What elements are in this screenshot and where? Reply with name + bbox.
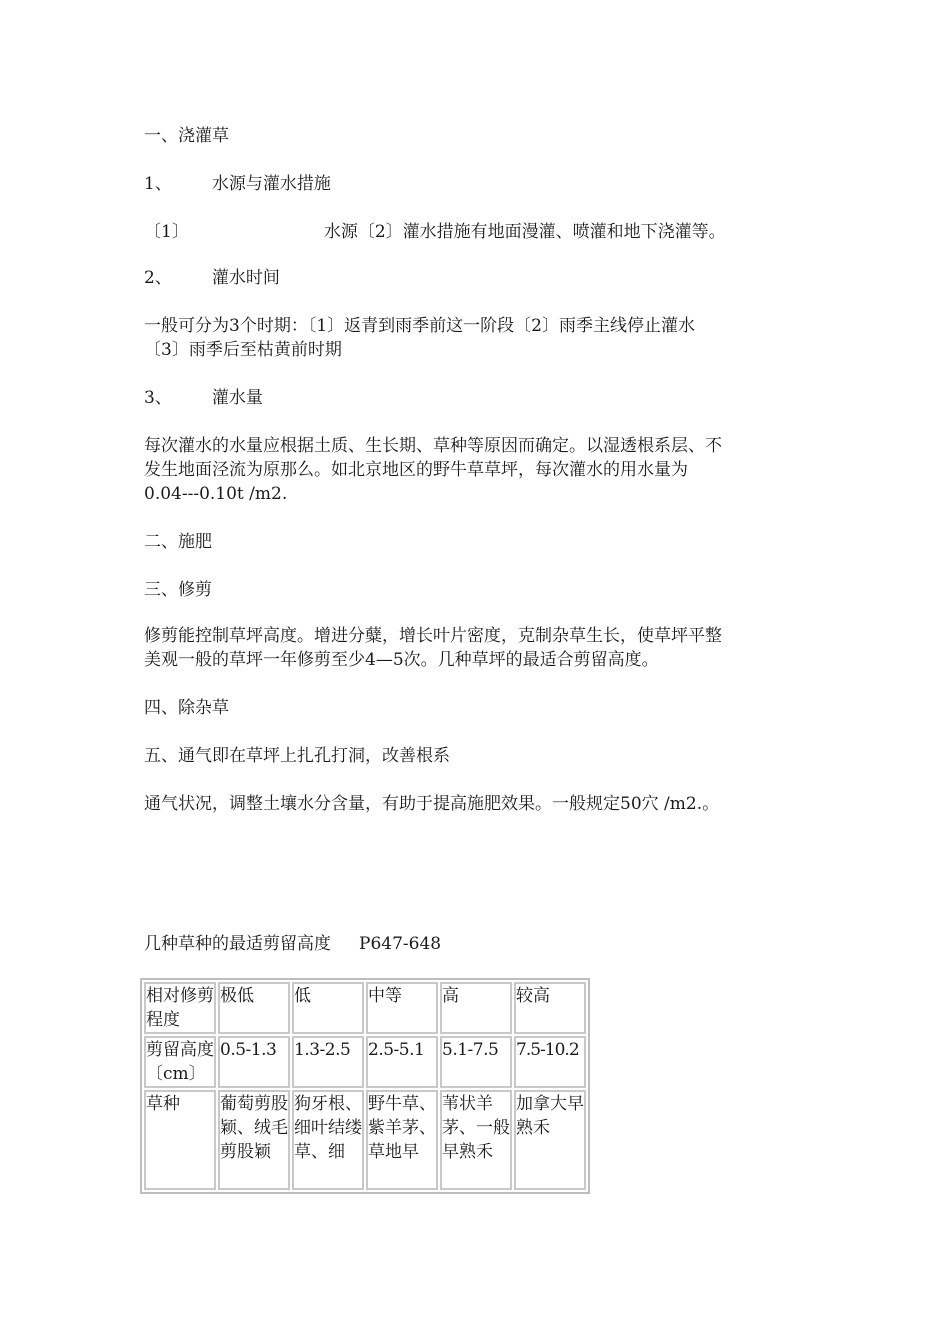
section-1-2-line-2: 〔3〕雨季后至枯黄前时期 xyxy=(144,340,342,360)
table-caption-reference: P647-648 xyxy=(359,934,442,954)
table-cell: 中等 xyxy=(366,982,438,1034)
section-1-1-text xyxy=(144,220,726,244)
section-3-title: 三、修剪 xyxy=(144,580,212,600)
table-cell: 相对修剪程度 xyxy=(144,982,216,1034)
section-5-text: 通气状况，调整土壤水分含量，有助于提高施肥效果。一般规定50穴 /m2.。 xyxy=(144,794,720,814)
section-1-3-paragraph xyxy=(144,434,804,506)
section-3-line-2: 美观一般的草坪一年修剪至少4—5次。几种草坪的最适合剪留高度。 xyxy=(144,650,659,670)
table-cell: 狗牙根、细叶结缕草、细 xyxy=(292,1090,364,1190)
table-cell: 5.1-7.5 xyxy=(440,1036,512,1088)
section-4-title: 四、除杂草 xyxy=(144,698,229,718)
section-1-2-number: 2、 xyxy=(144,268,172,288)
table-cell: 野牛草、紫羊茅、草地早 xyxy=(366,1090,438,1190)
table-cell: 0.5-1.3 xyxy=(218,1036,290,1088)
section-1-title: 一、浇灌草 xyxy=(144,126,229,146)
table-cell: 草种 xyxy=(144,1090,216,1190)
section-1-3-line-1: 每次灌水的水量应根据土质、生长期、草种等原因而确定。以湿透根系层、不 xyxy=(144,436,722,456)
table-row xyxy=(144,982,586,1034)
table-caption xyxy=(144,932,441,956)
section-5-title: 五、通气即在草坪上扎孔打洞，改善根系 xyxy=(144,746,450,766)
section-1-2-title: 灌水时间 xyxy=(211,268,280,288)
section-1-2-heading xyxy=(144,266,280,290)
section-1-3-number: 3、 xyxy=(144,388,172,408)
section-1-1-number: 1、 xyxy=(144,174,172,194)
section-1-3-line-3: 0.04---0.10t /m2. xyxy=(144,484,288,504)
table-cell: 7.5-10.2 xyxy=(514,1036,586,1088)
table-cell: 极低 xyxy=(218,982,290,1034)
section-1-1-heading xyxy=(144,172,331,196)
table-row xyxy=(144,1090,586,1190)
section-1-3-heading xyxy=(144,386,263,410)
section-1-2-line-1: 一般可分为3个时期：〔1〕返青到雨季前这一阶段〔2〕雨季主线停止灌水 xyxy=(144,316,695,336)
mowing-height-table xyxy=(140,978,590,1194)
section-1-1-item-2: 水源〔2〕灌水措施有地面漫灌、喷灌和地下浇灌等。 xyxy=(323,222,726,242)
section-1-1-item-1: 〔1〕 xyxy=(144,222,189,242)
table-cell: 加拿大早熟禾 xyxy=(514,1090,586,1190)
section-1-2-paragraph xyxy=(144,314,804,362)
table-cell: 1.3-2.5 xyxy=(292,1036,364,1088)
table-cell: 高 xyxy=(440,982,512,1034)
table-cell: 苇状羊茅、一般早熟禾 xyxy=(440,1090,512,1190)
table-cell: 剪留高度〔cm〕 xyxy=(144,1036,216,1088)
table-row xyxy=(144,1036,586,1088)
table-cell: 较高 xyxy=(514,982,586,1034)
table-cell: 2.5-5.1 xyxy=(366,1036,438,1088)
table-caption-title: 几种草种的最适剪留高度 xyxy=(144,934,331,954)
section-1-3-line-2: 发生地面泾流为原那么。如北京地区的野牛草草坪，每次灌水的用水量为 xyxy=(144,460,688,480)
table-cell: 葡萄剪股颖、绒毛剪股颖 xyxy=(218,1090,290,1190)
section-2-title: 二、施肥 xyxy=(144,532,212,552)
section-1-3-title: 灌水量 xyxy=(211,388,263,408)
section-3-paragraph xyxy=(144,624,804,672)
section-1-1-title: 水源与灌水措施 xyxy=(211,174,331,194)
section-3-line-1: 修剪能控制草坪高度。增进分糵，增长叶片密度，克制杂草生长，使草坪平整 xyxy=(144,626,722,646)
table-cell: 低 xyxy=(292,982,364,1034)
